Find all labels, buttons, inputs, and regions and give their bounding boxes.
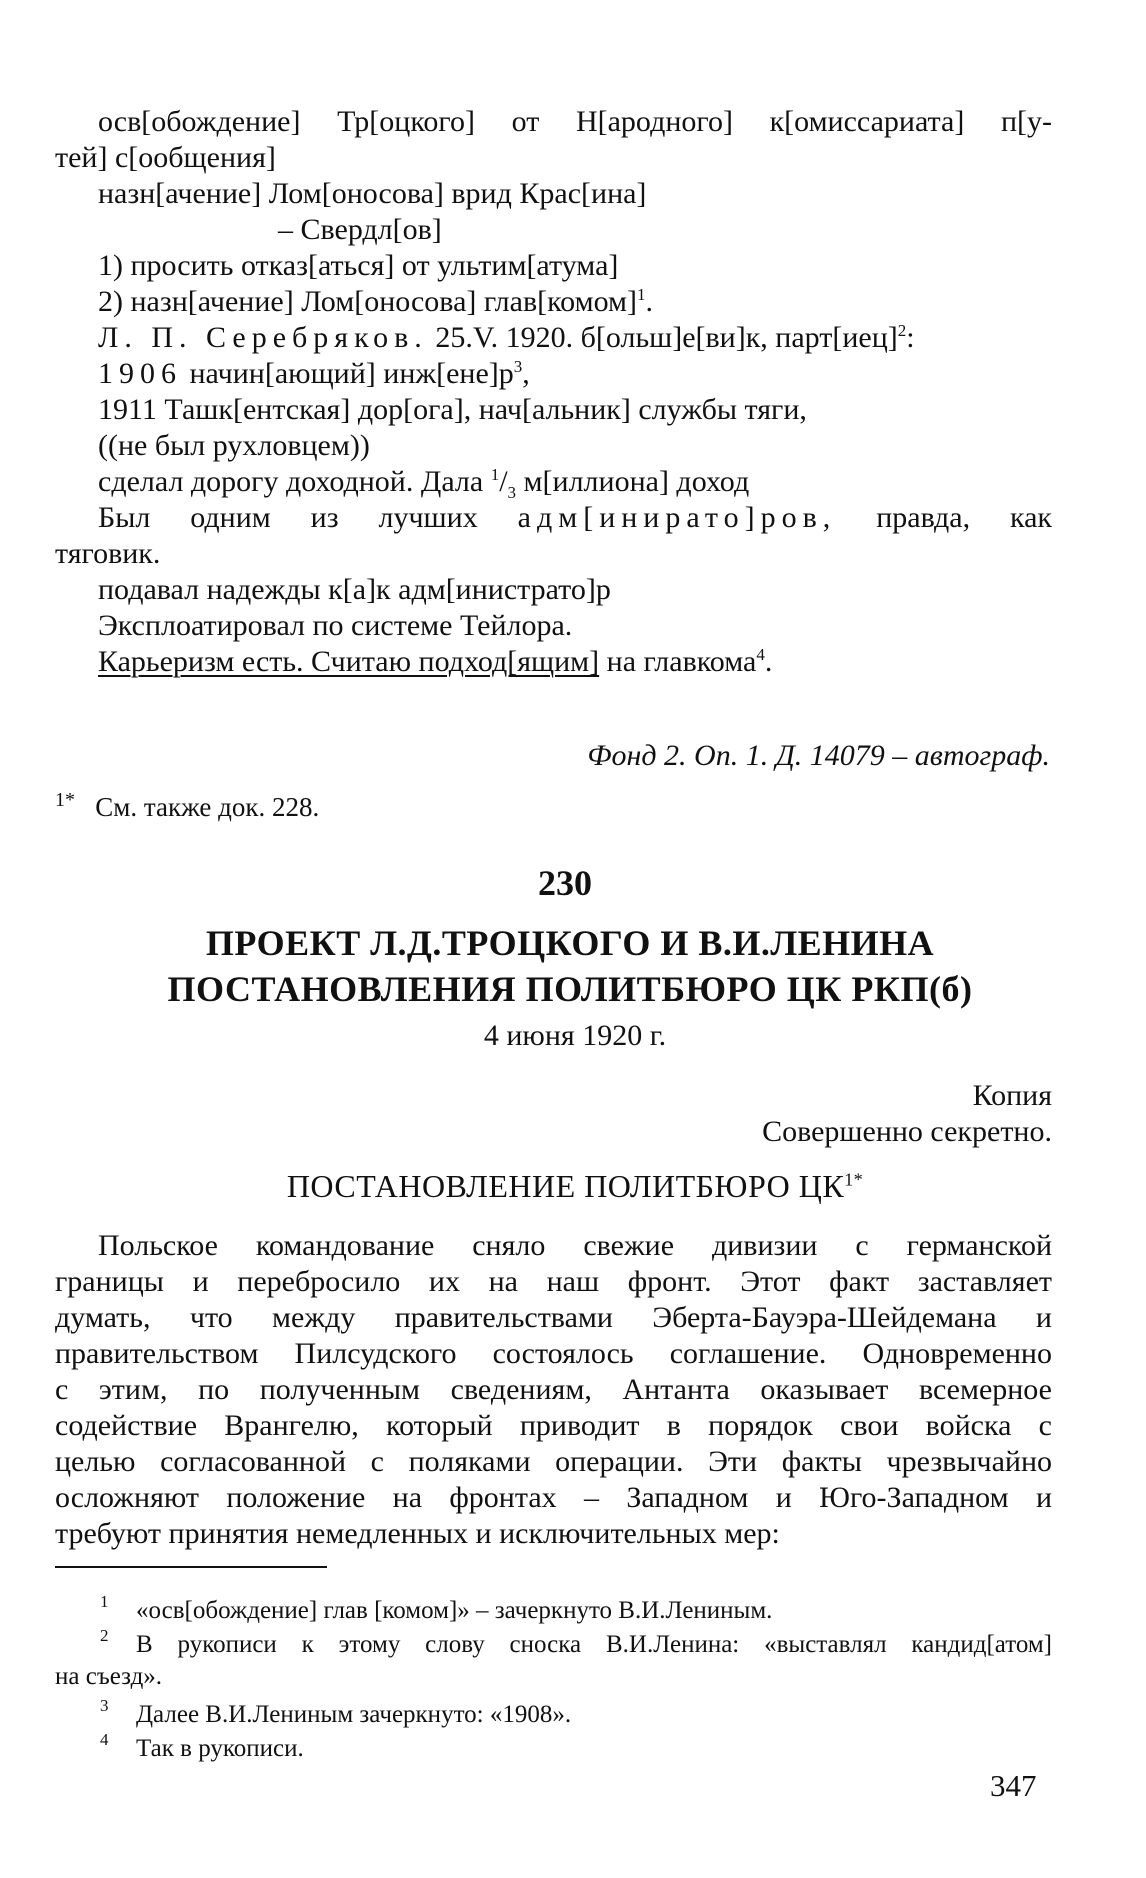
text-line: ((не был рухловцем)) [98, 429, 370, 462]
copy-label: Копия [972, 1079, 1052, 1112]
footnote-3: Далее В.И.Лениным зачеркнуто: «1908». [136, 1701, 572, 1728]
footnote-separator [55, 1566, 327, 1568]
footnote-mark: 3 [100, 1696, 109, 1715]
document-number: 230 [538, 863, 592, 903]
text-line: тей] с[ообщения] [55, 141, 276, 174]
document-title-line-2: ПОСТАНОВЛЕНИЯ ПОЛИТБЮРО ЦК РКП(б) [167, 969, 973, 1009]
footnote-mark: 1 [100, 1592, 109, 1611]
text-line: осв[обождение] Тр[оцкого] от Н[ародного] к[омиссариата] п[у- [98, 105, 1052, 138]
footnote-4: Так в рукописи. [136, 1735, 304, 1762]
body-line: Польское командование сняло свежие дивизии с германской [98, 1229, 1052, 1262]
resolution-heading: ПОСТАНОВЛЕНИЕ ПОЛИТБЮРО $ЦК^{1*}$ [286, 1168, 864, 1204]
body-line: думать, что между правительствами Эберта-Бауэра-Шейдемана и [55, 1301, 1052, 1334]
text-line: Карьеризм есть. Считаю подход[ящим] на главкома$^4$. [98, 645, 773, 678]
text-line: 2) назн[ачение] Лом[оносова] глав[комом]$^1$. [98, 285, 653, 318]
text-line: Эксплоатировал по системе Тейлора. [98, 609, 573, 642]
underlined-phrase: Карьеризм есть. Считаю подход[ящим] [98, 645, 600, 678]
footnote-1: «осв[обождение] глав [комом]» – зачеркнуто В.И.Лениным. [136, 1597, 773, 1624]
text-line: подавал надежды к[а]к адм[инистрато]р [98, 573, 611, 606]
text-line: 1911 Ташк[ентская] дор[ога], нач[альник] службы тяги, [98, 393, 807, 426]
footnote-ref: 4 [756, 645, 765, 664]
text-line: назн[ачение] Лом[оносова] врид Крас[ина] [98, 177, 647, 210]
body-line: осложняют положение на фронтах – Западном и Юго-Западном и [55, 1481, 1052, 1514]
body-line: содействие Врангелю, который приводит в порядок свои войска с [55, 1409, 1052, 1442]
text-line: 1906 начин[ающий] $инж[ене]р^3$, [98, 357, 530, 390]
signature-sverdlov: – Свердл[ов] [278, 213, 442, 246]
secret-label: Совершенно секретно. [762, 1115, 1052, 1148]
text-line: Л. П. Серебряков. 25.V. 1920. б[ольш]е[ви]к, парт[иец]$^2$: [98, 321, 915, 354]
footnote-ref: 2 [897, 321, 907, 340]
body-line: правительством Пилсудского состоялось соглашение. Одновременно [55, 1337, 1052, 1370]
text-line: тяговик. [55, 537, 161, 570]
footnote-mark: 2 [100, 1626, 109, 1645]
body-line: требуют принятия немедленных и исключительных мер: [55, 1517, 780, 1550]
footnote-ref: 3 [513, 357, 523, 376]
footnote-mark: 4 [100, 1730, 109, 1749]
text-line: 1) просить отказ[аться] от ультим[атума] [98, 249, 619, 282]
archive-source: Фонд 2. Оп. 1. Д. 14079 – автограф. [587, 739, 1050, 772]
body-line: границы и перебросило их на наш фронт. Этот факт заставляет [55, 1265, 1052, 1298]
body-line: целью согласованной с поляками операции. Эти факты чрезвычайно [55, 1445, 1052, 1478]
footnote-ref: 1 [636, 285, 646, 304]
text-line: Был одним из лучших адм[инирато]ров, правда, как [98, 501, 1052, 534]
document-title-line-1: ПРОЕКТ Л.Д.ТРОЦКОГО И В.И.ЛЕНИНА [205, 923, 935, 963]
star-note: $^{1*}$ См. также док. 228. [55, 789, 320, 822]
footnote-2: В рукописи к этому слову сноска В.И.Ленина: «выставлял кандид[атом] [136, 1631, 1052, 1658]
text-line: сделал дорогу доходной. Дала $^1/_3$ м[иллиона] доход [98, 465, 750, 502]
page-number: 347 [990, 1768, 1037, 1803]
body-line: с этим, по полученным сведениям, Антанта оказывает всемерное [55, 1373, 1052, 1406]
document-date: 4 июня 1920 г. [483, 1019, 667, 1052]
footnote-2-cont: на съезд». [55, 1663, 163, 1690]
